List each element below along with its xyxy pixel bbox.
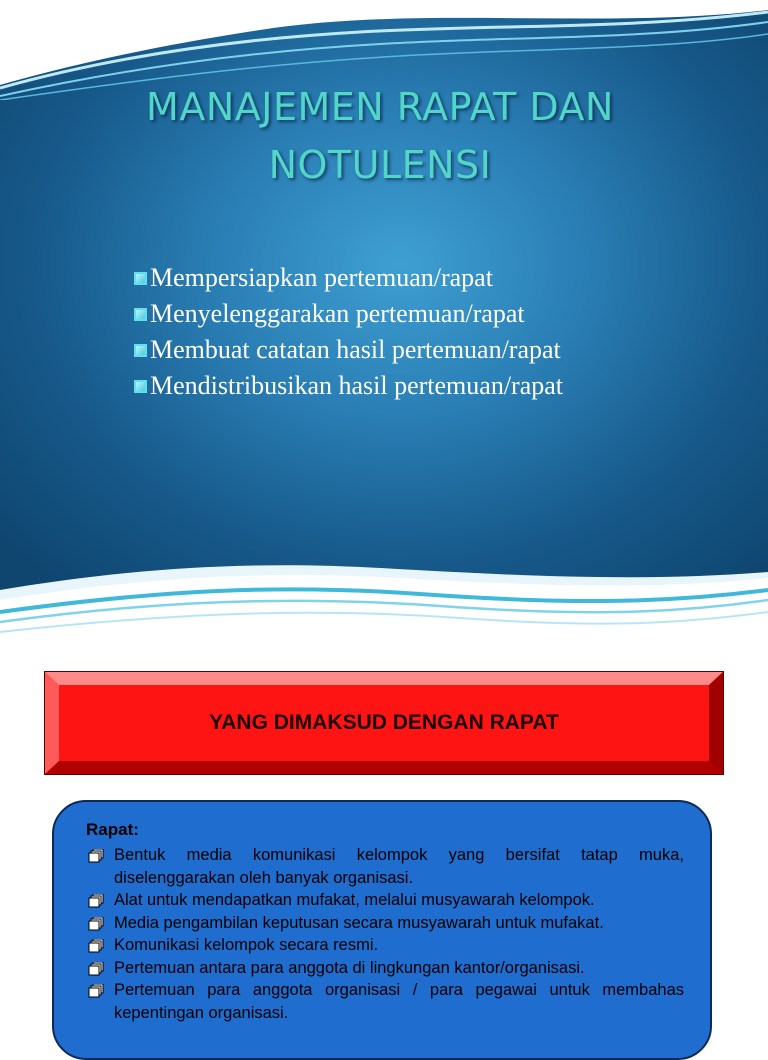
list-item: Mendistribusikan hasil pertemuan/rapat bbox=[134, 368, 563, 404]
list-item: Media pengambilan keputusan secara musyawarah untuk mufakat. bbox=[88, 912, 684, 935]
stacked-pages-icon bbox=[88, 939, 104, 953]
list-item: Alat untuk mendapatkan mufakat, melalui musyawarah kelompok. bbox=[88, 889, 684, 912]
list-item: Menyelenggarakan pertemuan/rapat bbox=[134, 296, 563, 332]
list-item: Mempersiapkan pertemuan/rapat bbox=[134, 260, 563, 296]
box-heading: Rapat: bbox=[86, 820, 139, 839]
stacked-pages-icon bbox=[88, 849, 104, 863]
slide-title bbox=[60, 78, 700, 194]
title-line-1: MANAJEMEN RAPAT DAN bbox=[146, 85, 614, 129]
list-item: Bentuk media komunikasi kelompok yang bersifat tatap muka, diselenggarakan oleh banyak organisasi. bbox=[88, 844, 684, 889]
checkbox-bullet-icon bbox=[134, 308, 147, 321]
definition-box bbox=[52, 800, 712, 1060]
banner-title: YANG DIMAKSUD DENGAN RAPAT bbox=[209, 711, 559, 734]
title-line-2: NOTULENSI bbox=[268, 143, 492, 187]
stacked-pages-icon bbox=[88, 894, 104, 908]
list-item: Pertemuan para anggota organisasi / para pegawai untuk membahas kepentingan organisasi. bbox=[88, 979, 684, 1024]
section-banner bbox=[44, 671, 724, 775]
stacked-pages-icon bbox=[88, 917, 104, 931]
list-item: Komunikasi kelompok secara resmi. bbox=[88, 934, 684, 957]
checkbox-bullet-icon bbox=[134, 272, 147, 285]
stacked-pages-icon bbox=[88, 984, 104, 998]
list-item: Pertemuan antara para anggota di lingkungan kantor/organisasi. bbox=[88, 957, 684, 980]
bottom-wave-decoration bbox=[0, 560, 768, 658]
list-item: Membuat catatan hasil pertemuan/rapat bbox=[134, 332, 563, 368]
definition-list bbox=[88, 844, 684, 1024]
checkbox-bullet-icon bbox=[134, 380, 147, 393]
objectives-list bbox=[134, 260, 563, 404]
stacked-pages-icon bbox=[88, 962, 104, 976]
checkbox-bullet-icon bbox=[134, 344, 147, 357]
